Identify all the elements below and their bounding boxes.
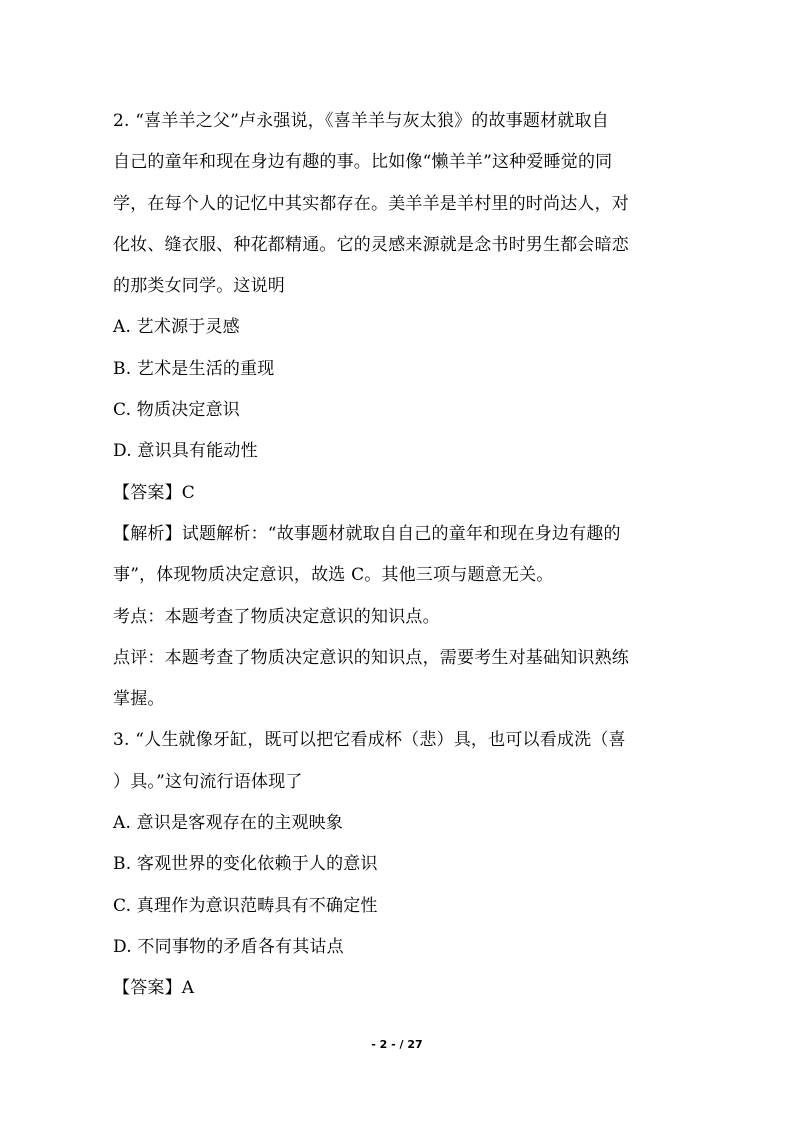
question-2-option-a: A. 艺术源于灵感	[113, 317, 240, 338]
question-3	[113, 720, 688, 1009]
question-3-option-a: A. 意识是客观存在的主观映象	[113, 813, 344, 834]
question-2-stem-line: 学，在每个人的记忆中其实都存在。美羊羊是羊村里的时尚达人，对	[113, 193, 629, 214]
question-2-analysis-line: 【解析】试题解析：“故事题材就取自自己的童年和现在身边有趣的	[113, 523, 621, 544]
question-2	[113, 101, 688, 720]
question-2-stem-line: 自己的童年和现在身边有趣的事。比如像“懒羊羊”这种爱睡觉的同	[113, 152, 613, 173]
question-2-option-b: B. 艺术是生活的重现	[113, 358, 275, 379]
question-3-stem-line: 3. “人生就像牙缸，既可以把它看成杯（悲）具，也可以看成洗（喜	[113, 730, 626, 751]
question-2-option-c: C. 物质决定意识	[113, 400, 241, 421]
question-2-dianping-line: 点评：本题考查了物质决定意识的知识点，需要考生对基础知识熟练	[113, 647, 629, 668]
question-2-stem-line: 化妆、缝衣服、种花都精通。它的灵感来源就是念书时男生都会暗恋	[113, 234, 629, 255]
question-2-kaodian: 考点：本题考查了物质决定意识的知识点。	[113, 606, 440, 627]
page-content	[113, 101, 688, 1010]
question-3-option-b: B. 客观世界的变化依赖于人的意识	[113, 854, 378, 875]
question-2-analysis-line: 事”，体现物质决定意识，故选 C。其他三项与题意无关。	[113, 565, 554, 586]
question-2-stem-line: 的那类女同学。这说明	[113, 276, 285, 297]
question-2-answer: 【答案】C	[113, 482, 196, 503]
question-3-answer: 【答案】A	[113, 978, 195, 999]
question-3-stem-line: ）具。”这句流行语体现了	[113, 771, 303, 792]
question-2-option-d: D. 意识具有能动性	[113, 441, 258, 462]
page-number: - 2 - / 27	[371, 1038, 423, 1051]
question-3-option-c: C. 真理作为意识范畴具有不确定性	[113, 895, 378, 916]
question-2-dianping-line: 掌握。	[113, 689, 165, 710]
question-2-stem-line: 2. “喜羊羊之父”卢永强说，《喜羊羊与灰太狼》的故事题材就取自	[113, 111, 609, 131]
question-3-option-d: D. 不同事物的矛盾各有其诂点	[113, 936, 344, 957]
